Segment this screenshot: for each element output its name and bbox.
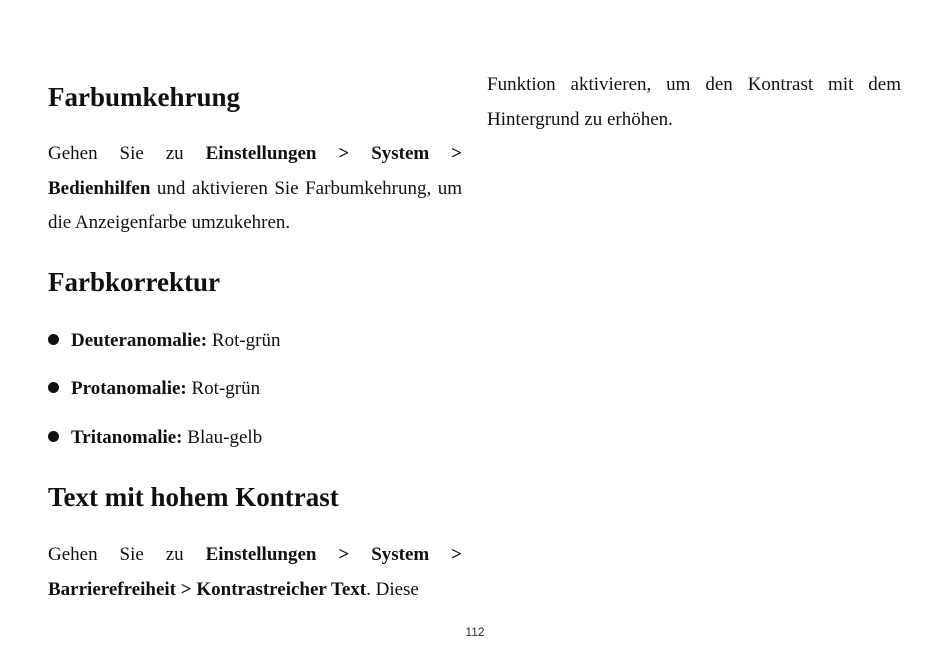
heading-farbkorrektur: Farbkorrektur [48, 267, 220, 297]
menu-path-kontrastreicher-text: Kontrastreicher Text [196, 578, 367, 600]
bullet-icon [48, 382, 59, 393]
separator: > [316, 544, 372, 565]
menu-path-system: System [371, 544, 430, 565]
heading-farbumkehrung: Farbumkehrung [48, 82, 241, 112]
bullet-icon [48, 334, 59, 345]
description: Rot-grün [207, 330, 281, 351]
description: Rot-grün [186, 378, 261, 399]
list-item-protanomalie [48, 377, 260, 401]
menu-path-barrierefreiheit: Barrierefreiheit [48, 578, 177, 600]
description: Blau-gelb [182, 427, 263, 448]
bullet-icon [48, 431, 59, 442]
list-item-tritanomalie [48, 426, 262, 450]
separator: > [176, 578, 197, 600]
paragraph-farbumkehrung [48, 137, 462, 241]
page-number: 112 [465, 625, 485, 639]
text: . Diese [366, 578, 419, 600]
list-item-deuteranomalie [48, 329, 281, 353]
paragraph-hoher-kontrast [48, 538, 462, 607]
text: Gehen Sie zu [48, 143, 206, 164]
text: Gehen Sie zu [48, 544, 206, 565]
menu-path-system: System [371, 143, 430, 164]
separator: > [429, 143, 463, 164]
menu-path-einstellungen: Einstellungen [205, 143, 317, 164]
menu-path-bedienhilfen: Bedienhilfen [48, 177, 151, 199]
separator: > [429, 544, 463, 565]
menu-path-einstellungen: Einstellungen [205, 544, 317, 565]
term: Tritanomalie: [71, 427, 183, 448]
paragraph-continued: Funktion aktivieren, um den Kontrast mit dem Hintergrund zu erhöhen. [487, 74, 901, 130]
term: Protanomalie: [71, 378, 187, 399]
separator: > [316, 143, 372, 164]
term: Deuteranomalie: [71, 330, 208, 351]
heading-text-mit-hohem-kontrast: Text mit hohem Kontrast [48, 482, 339, 512]
text: und aktivieren Sie Farbumkehrung, um die Anzeigenfarbe umzukehren. [48, 177, 462, 233]
